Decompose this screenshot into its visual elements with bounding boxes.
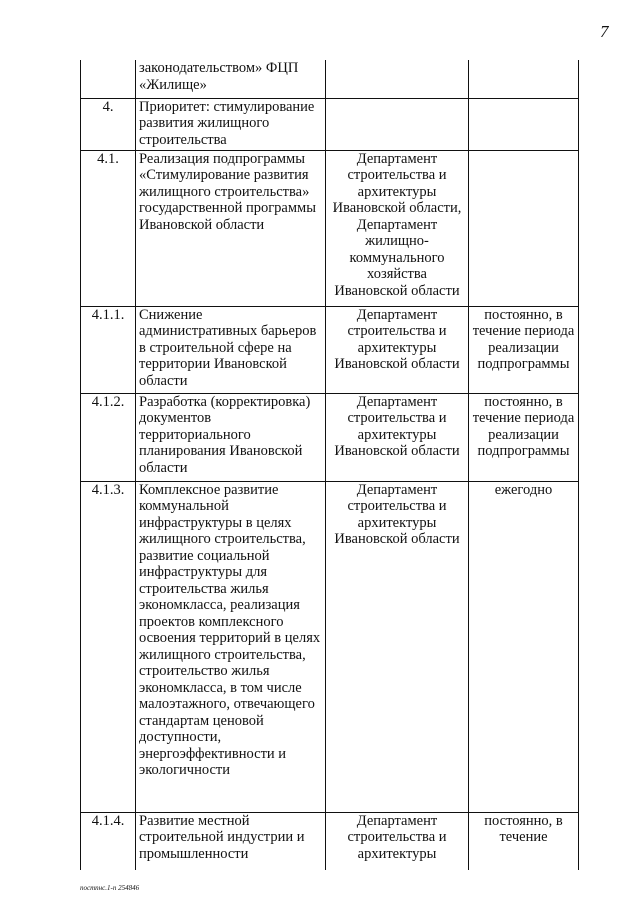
- row-executor: Департамент строительства и архитектуры Ивановской области: [326, 306, 469, 393]
- row-measure: Разработка (корректировка) документов территориального планирования Ивановской области: [136, 393, 326, 481]
- row-executor: [326, 98, 469, 150]
- row-term: [469, 98, 579, 150]
- row-measure: Приоритет: стимулирование развития жилищного строительства: [136, 98, 326, 150]
- row-number: [81, 60, 136, 98]
- row-term: [469, 150, 579, 306]
- footer-code: постпнс.1-п 254846: [80, 884, 140, 892]
- page-number: 7: [600, 22, 609, 41]
- row-measure: Комплексное развитие коммунальной инфраструктуры в целях жилищного строительства, развитие социальной инфраструктуры для строительства жилья экономкласса, реализация проектов комплексного освоения территорий в целях жилищного строительства, строительство жилья экономкласса, в том числе малоэтажного, отвечающего стандартам ценовой доступности, энергоэффективности и экологичности: [136, 481, 326, 812]
- row-measure: законодательством» ФЦП «Жилище»: [136, 60, 326, 98]
- table-row: [81, 812, 579, 870]
- table-row: [81, 60, 579, 98]
- table-row: [81, 481, 579, 812]
- row-term: ежегодно: [469, 481, 579, 812]
- row-executor: [326, 60, 469, 98]
- row-measure: Реализация подпрограммы «Стимулирование развития жилищного строительства» государственной программы Ивановской области: [136, 150, 326, 306]
- table-row: [81, 98, 579, 150]
- table-row: [81, 306, 579, 393]
- table-row: [81, 150, 579, 306]
- measures-table: [80, 60, 579, 870]
- row-number: 4.: [81, 98, 136, 150]
- row-number: 4.1.1.: [81, 306, 136, 393]
- row-number: 4.1.2.: [81, 393, 136, 481]
- row-executor: Департамент строительства и архитектуры Ивановской области, Департамент жилищно-коммунального хозяйства Ивановской области: [326, 150, 469, 306]
- row-executor: Департамент строительства и архитектуры Ивановской области: [326, 393, 469, 481]
- row-executor: Департамент строительства и архитектуры Ивановской области: [326, 481, 469, 812]
- row-executor: Департамент строительства и архитектуры: [326, 812, 469, 870]
- row-term: [469, 60, 579, 98]
- row-term: постоянно, в течение периода реализации подпрограммы: [469, 393, 579, 481]
- row-measure: Развитие местной строительной индустрии и промышленности: [136, 812, 326, 870]
- row-term: постоянно, в течение периода реализации подпрограммы: [469, 306, 579, 393]
- table-row: [81, 393, 579, 481]
- row-measure: Снижение административных барьеров в строительной сфере на территории Ивановской области: [136, 306, 326, 393]
- row-number: 4.1.: [81, 150, 136, 306]
- row-number: 4.1.3.: [81, 481, 136, 812]
- row-number: 4.1.4.: [81, 812, 136, 870]
- row-term: постоянно, в течение: [469, 812, 579, 870]
